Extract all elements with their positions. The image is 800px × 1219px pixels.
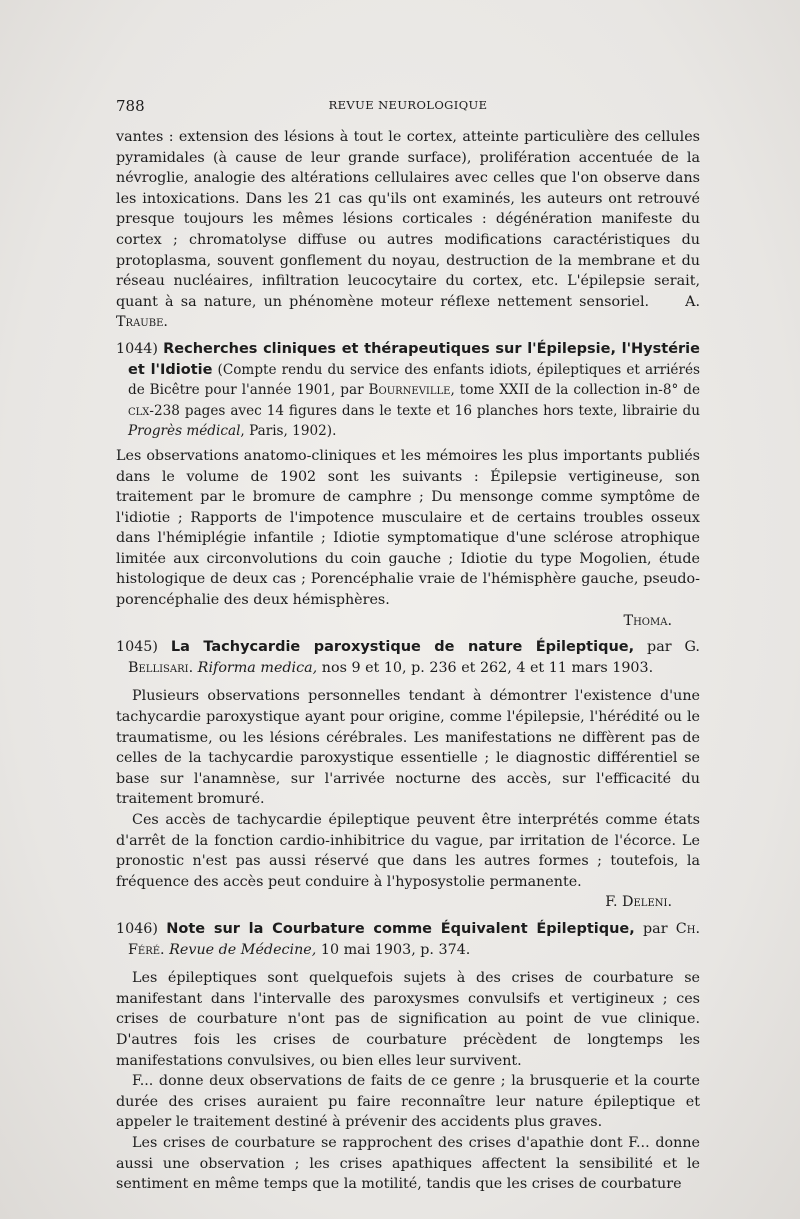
entry-1046-number: 1046)	[116, 920, 158, 937]
entry-1044-pages: clx-238	[128, 402, 180, 419]
entry-1045-signature-text: F. Deleni.	[605, 894, 672, 911]
running-head	[116, 97, 700, 117]
entry-1045-by: par	[634, 639, 685, 656]
entry-1044-heading	[116, 339, 700, 442]
lead-text: vantes : extension des lésions à tout le cortex, atteinte particulière des cellules pyramidales (à cause de leur grande surface), prolifération accentuée de la névroglie, analogie des altérations cellulaires avec celles que l'on observe dans les intoxications. Dans les 21 cas qu'ils ont examinés, les auteurs ont retrouvé presque toujours les mêmes lésions corticales : dégénération manifeste du cortex ; chromatolyse diffuse ou autres modifications caractéristiques du protoplasma, souvent gonflement du noyau, destruction de la membrane et du réseau nucléaires, infiltration leucocytaire du cortex, etc. L'épilepsie serait, quant à sa nature, un phénomène moteur réflexe nettement sensoriel.	[116, 129, 700, 310]
entry-1044-author: Bourneville	[368, 382, 451, 399]
entry-1044-abstract: Les observations anatomo-cliniques et les mémoires les plus importants publiés dans le volume de 1902 sont les suivants : Épilepsie vertigineuse, son traitement par le bromure de camphre ; Du mensonge comme symptôme de l'idiotie ; Rapports de l'impotence musculaire et de certains troubles osseux dans l'hémiplégie infantile ; Idiotie symptomatique d'une sclérose atrophique limitée aux circonvolutions du coin gauche ; Idiotie du type Mogolien, étude histologique de deux cas ; Porencéphalie vraie de l'hémisphère gauche, pseudo-porencéphalie des deux hémisphères.	[116, 447, 700, 609]
page-content	[116, 97, 700, 1195]
entry-1044-signature-text: Thoma.	[623, 612, 672, 629]
entry-1044-detail-a: (Compte rendu du service des enfants idiots, épileptiques et arriérés de Bicêtre pour l'année 1901, par	[128, 361, 700, 399]
article-body	[116, 127, 700, 1195]
entry-1046-title: Note sur la Courbature comme Équivalent Épileptique,	[166, 920, 635, 937]
entry-1044-title: Recherches cliniques et thérapeutiques sur l'Épilepsie, l'Hystérie et l'Idiotie	[128, 340, 700, 378]
entry-1045-number: 1045)	[116, 639, 158, 656]
entry-1045-para-1: Plusieurs observations personnelles tendant à démontrer l'existence d'une tachycardie paroxystique ayant pour origine, comme l'épilepsie, l'hérédité ou le traumatisme, ou les lésions cérébrales. Les manifestations ne diffèrent pas de celles de la tachycardie paroxystique essentielle ; le diagnostic différentiel se base sur l'anamnèse, sur l'arrivée nocturne des accès, sur l'efficacité du traitement bromuré.	[116, 688, 700, 808]
entry-1045-journal: Riforma medica,	[193, 659, 318, 676]
entry-1046-by: par	[634, 920, 676, 937]
entry-1044-signature	[116, 611, 700, 632]
entry-1044-publisher: Progrès médical	[128, 423, 241, 440]
entry-1045-heading	[116, 637, 700, 678]
entry-1044-detail-b: , tome XXII de la collection in-8° de	[450, 382, 700, 399]
entry-1046-author: Ch. Féré.	[128, 920, 700, 958]
entry-1045-title: La Tachycardie paroxystique de nature Épileptique,	[170, 639, 635, 656]
entry-1044-number: 1044)	[116, 340, 158, 357]
entry-1046-para-1: Les épileptiques sont quelquefois sujets à des crises de courbature se manifestant dans l'intervalle des paroxysmes convulsifs et vertigineux ; ces crises de courbature n'ont pas de signification au point de vue clinique. D'autres fois les crises de courbature précèdent de longtemps les manifestations convulsives, ou bien elles leur survivent.	[116, 970, 700, 1069]
entry-1046-para-2: F... donne deux observations de faits de ce genre ; la brusquerie et la courte durée des crises auraient pu faire reconnaître leur nature épileptique et appeler le traitement destiné à prévenir des accidents plus graves.	[116, 1073, 700, 1131]
entry-1045-para-2: Ces accès de tachycardie épileptique peuvent être interprétés comme états d'arrêt de la fonction cardio-inhibitrice du vague, par irritation de l'écorce. Le pronostic n'est pas aussi réservé que dans les autres formes ; toutefois, la fréquence des accès peut conduire à l'hyposystolie permanente.	[116, 812, 700, 890]
entry-1046-heading	[116, 919, 700, 960]
entry-1044	[116, 339, 700, 631]
entry-1045	[116, 637, 700, 913]
journal-title: REVUE NEUROLOGIQUE	[328, 98, 488, 112]
lead-signature: A. Traube.	[116, 293, 700, 331]
entry-1044-detail-d: , Paris, 1902).	[240, 423, 337, 440]
entry-1046-detail: 10 mai 1903, p. 374.	[316, 941, 471, 958]
entry-1045-signature	[116, 892, 700, 913]
entry-1045-author: G. Bellisari.	[128, 639, 700, 676]
entry-1046	[116, 919, 700, 1195]
entry-1046-journal: Revue de Médecine,	[164, 941, 317, 958]
lead-paragraph	[116, 127, 700, 333]
page-number: 788	[116, 97, 145, 115]
entry-1044-detail-c: pages avec 14 figures dans le texte et 16 planches hors texte, librairie du	[179, 402, 700, 419]
entry-1046-para-3: Les crises de courbature se rapprochent des crises d'apathie dont F... donne aussi une observation ; les crises apathiques affectent la sensibilité et le sentiment en même temps que la motilité, tandis que les crises de courbature	[116, 1134, 700, 1193]
entry-1045-detail: nos 9 et 10, p. 236 et 262, 4 et 11 mars 1903.	[317, 659, 654, 676]
